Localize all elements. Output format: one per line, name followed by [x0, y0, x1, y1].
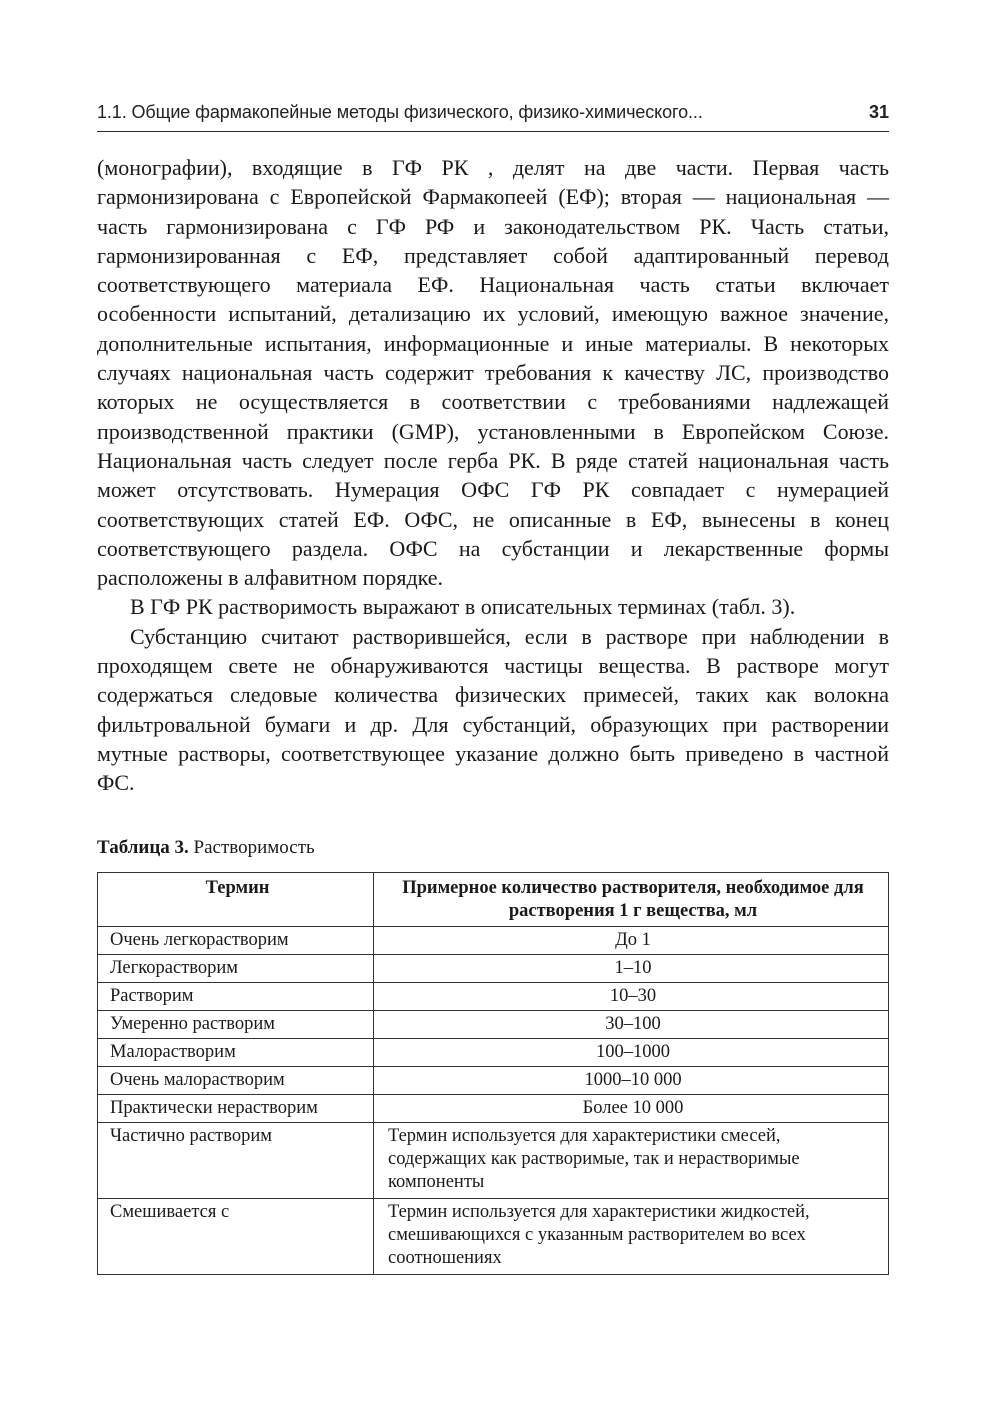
cell-term: Малорастворим	[98, 1039, 374, 1067]
table-row	[98, 1039, 889, 1067]
table-row	[98, 983, 889, 1011]
cell-amount: 30–100	[374, 1011, 889, 1039]
table-row	[98, 1067, 889, 1095]
cell-term: Очень легкорастворим	[98, 927, 374, 955]
table-caption	[97, 837, 315, 859]
cell-amount: Более 10 000	[374, 1095, 889, 1123]
table-header-row	[98, 873, 889, 927]
paragraph-1: (монографии), входящие в ГФ РК , делят на две части. Первая часть гармонизирована с Европейской Фармакопеей (ЕФ); вторая — национальная — часть гармонизирована с ГФ РФ и законодательством РК. Часть статьи, гармонизированная с ЕФ, представляет собой адаптированный перевод соответствующего материала ЕФ. Национальная часть статьи включает особенности испытаний, детализацию их условий, имеющую важное значение, дополнительные испытания, информационные и иные материалы. В некоторых случаях национальная часть содержит требования к качеству ЛС, производство которых не осуществляется в соответствии с требованиями надлежащей производственной практики (GMP), установленными в Европейском Союзе. Национальная часть следует после герба РК. В ряде статей национальная часть может отсутствовать. Нумерация ОФС ГФ РК совпадает с нумерацией соответствующих статей ЕФ. ОФС, не описанные в ЕФ, вынесены в конец соответствующего раздела. ОФС на субстанции и лекарственные формы расположены в алфавитном порядке.	[97, 155, 889, 591]
running-header	[97, 101, 889, 132]
cell-term: Практически нерастворим	[98, 1095, 374, 1123]
cell-amount: До 1	[374, 927, 889, 955]
table-caption-label: Таблица 3.	[97, 837, 189, 858]
table-row	[98, 1011, 889, 1039]
cell-amount: Термин используется для характеристики смесей, содержащих как растворимые, так и нерастворимые компоненты	[374, 1123, 889, 1199]
cell-term: Легкорастворим	[98, 955, 374, 983]
header-term: Термин	[98, 873, 374, 927]
cell-amount: 100–1000	[374, 1039, 889, 1067]
cell-term: Умеренно растворим	[98, 1011, 374, 1039]
running-title: 1.1. Общие фармакопейные методы физического, физико-химического...	[97, 102, 703, 122]
cell-amount: 10–30	[374, 983, 889, 1011]
paragraph-3: Субстанцию считают растворившейся, если в растворе при наблюдении в проходящем свете не обнаруживаются частицы вещества. В растворе могут содержаться следовые количества физических примесей, таких как волокна фильтровальной бумаги и др. Для субстанций, образующих при растворении мутные растворы, соответствующее указание должно быть приведено в частной ФС.	[97, 623, 889, 796]
paragraph-2: В ГФ РК растворимость выражают в описательных терминах (табл. 3).	[130, 594, 796, 620]
cell-amount: 1000–10 000	[374, 1067, 889, 1095]
page-number: 31	[868, 102, 889, 122]
table-row	[98, 927, 889, 955]
cell-amount: 1–10	[374, 955, 889, 983]
cell-term: Очень малорастворим	[98, 1067, 374, 1095]
table-row	[98, 1199, 889, 1275]
solubility-table	[97, 872, 889, 1275]
body-text	[97, 153, 889, 798]
header-amount: Примерное количество растворителя, необходимое для растворения 1 г вещества, мл	[374, 873, 889, 927]
table-caption-title: Растворимость	[193, 837, 315, 858]
table-row	[98, 1095, 889, 1123]
cell-term: Растворим	[98, 983, 374, 1011]
cell-amount: Термин используется для характеристики жидкостей, смешивающихся с указанным растворителем во всех соотношениях	[374, 1199, 889, 1275]
cell-term: Частично растворим	[98, 1123, 374, 1199]
cell-term: Смешивается с	[98, 1199, 374, 1275]
table-row	[98, 955, 889, 983]
table-row	[98, 1123, 889, 1199]
